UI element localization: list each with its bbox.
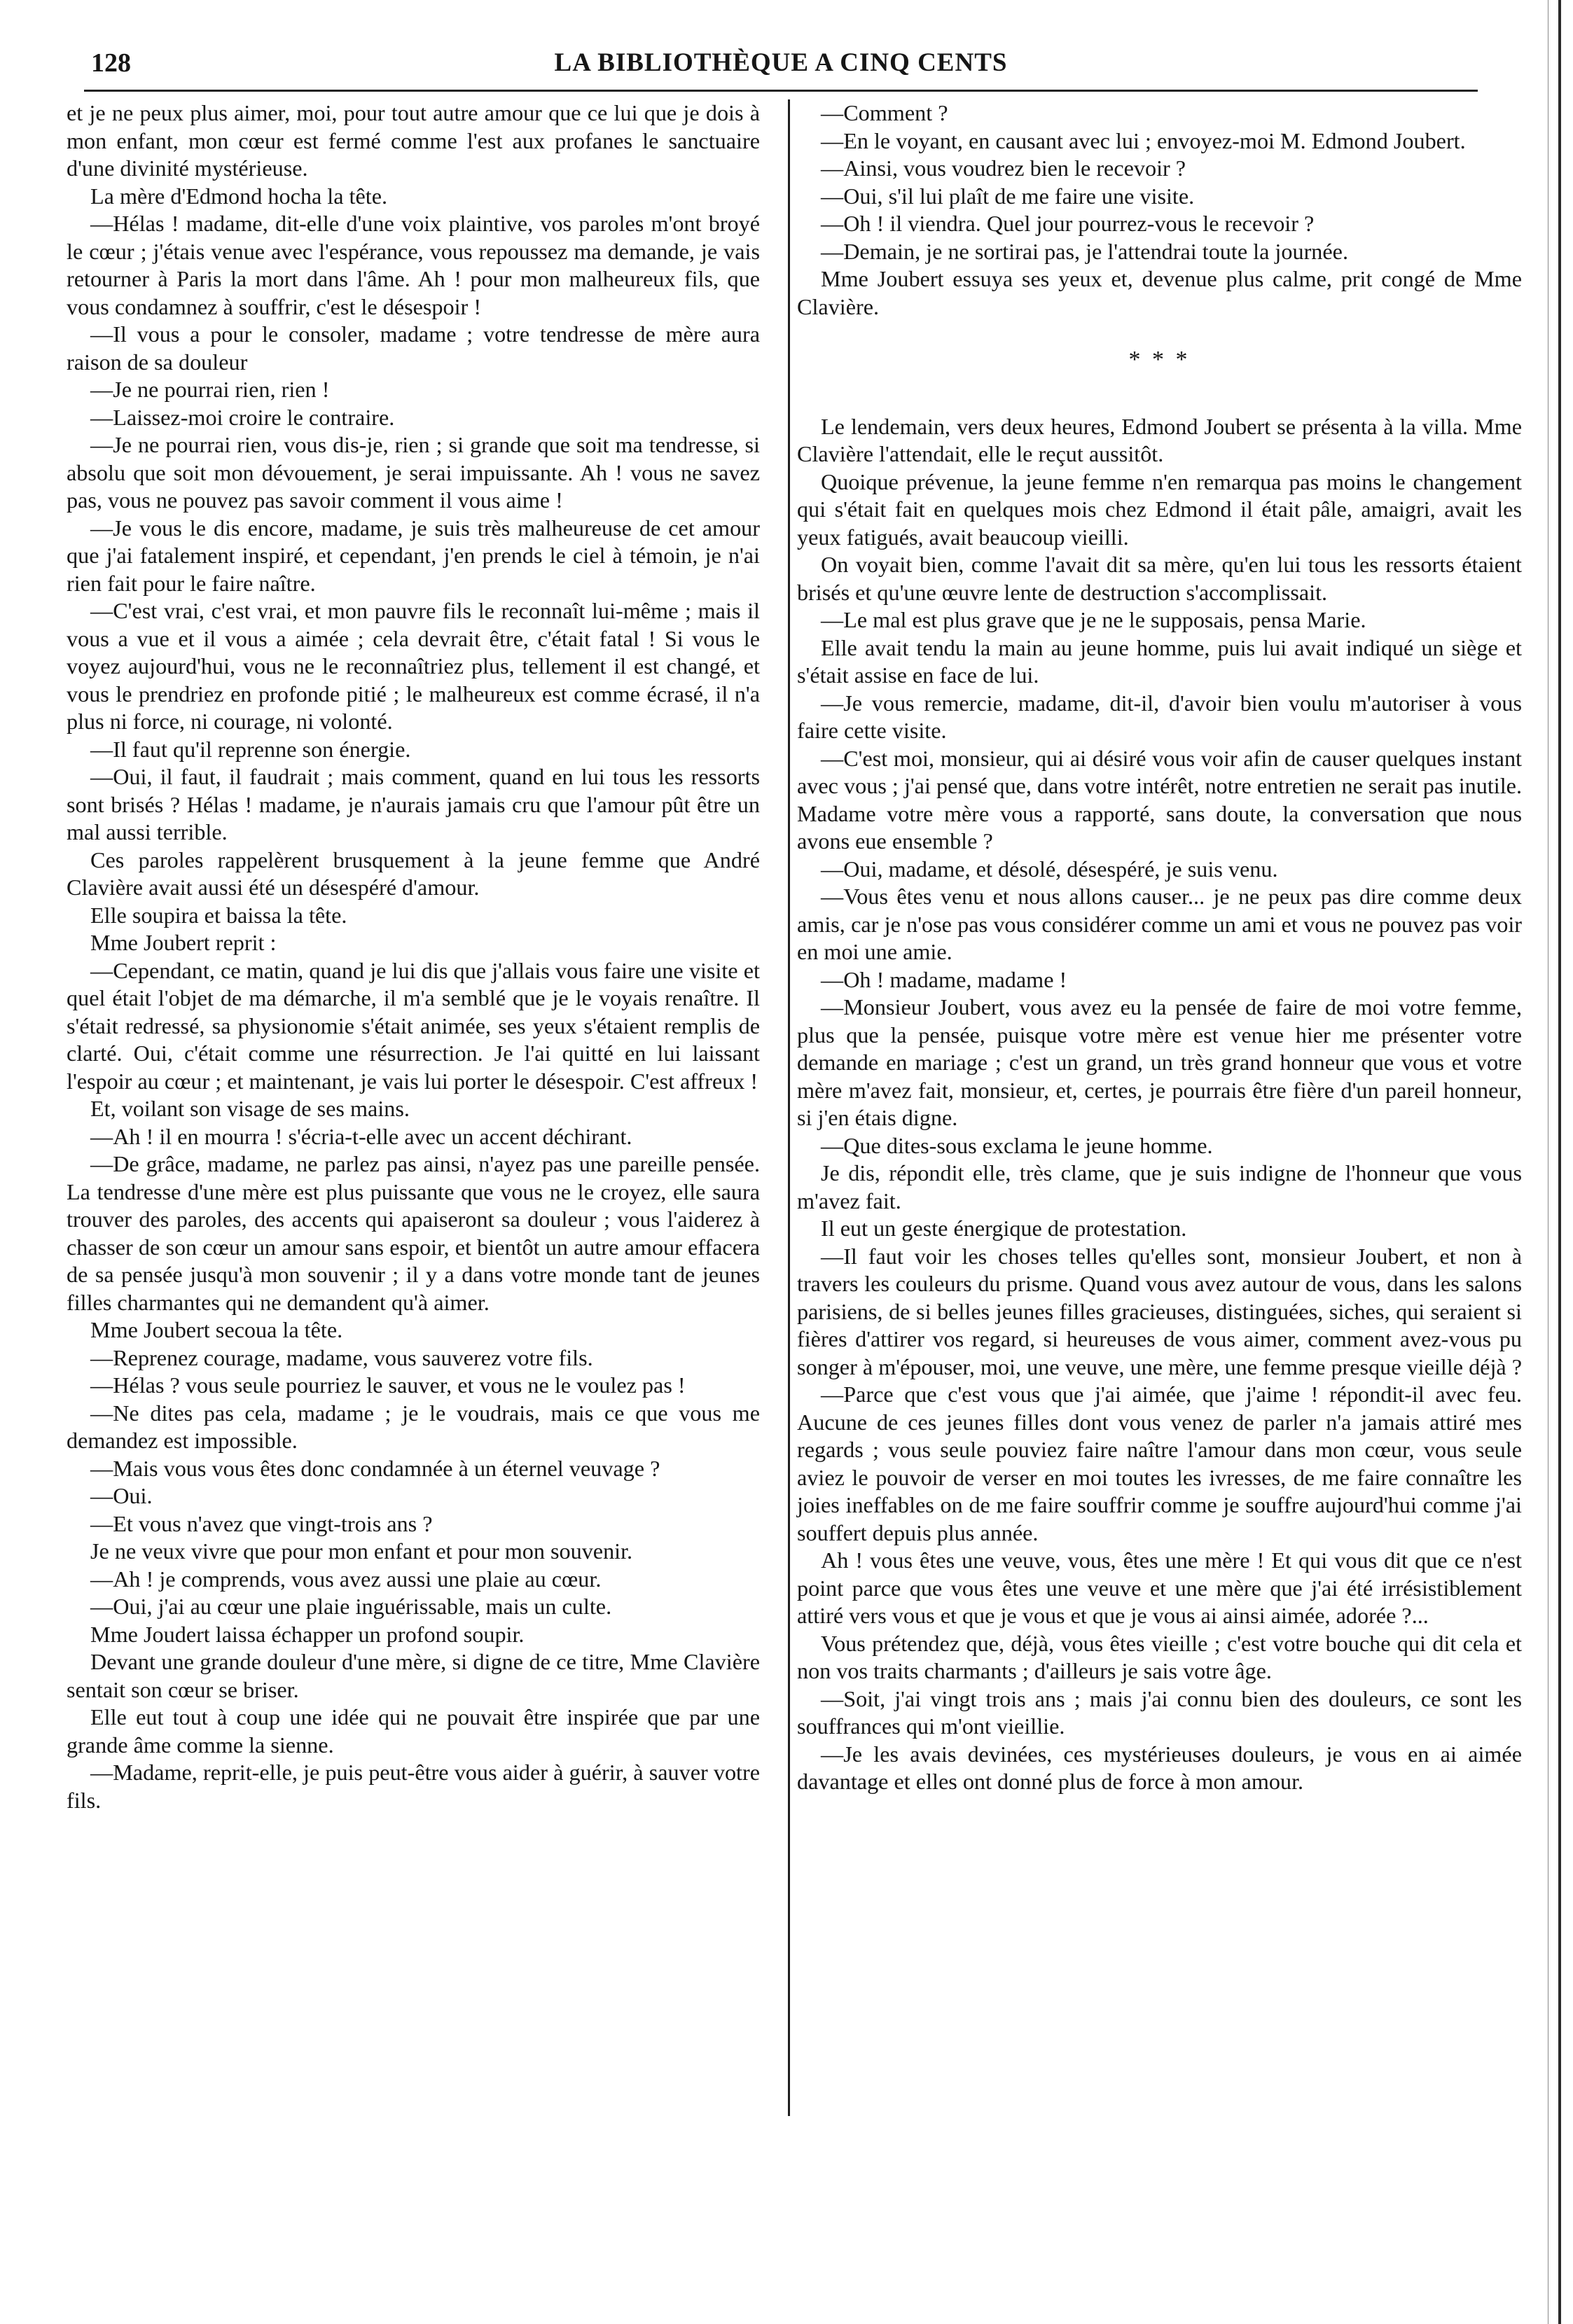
paragraph: —Il faut qu'il reprenne son énergie. xyxy=(90,736,411,762)
paragraph: —Oui, s'il lui plaît de me faire une visite. xyxy=(821,183,1195,209)
right-column xyxy=(797,99,1522,1796)
paragraph: —Hélas ? vous seule pourriez le sauver, et vous ne le voulez pas ! xyxy=(90,1372,686,1398)
paragraph: —Ainsi, vous voudrez bien le recevoir ? xyxy=(821,155,1186,181)
paragraph: —Oui, j'ai au cœur une plaie inguérissable, mais un culte. xyxy=(90,1594,612,1619)
paragraph: —Madame, reprit-elle, je puis peut-être vous aider à guérir, à sauver votre fils. xyxy=(67,1760,760,1813)
paragraph: —Demain, je ne sortirai pas, je l'attendrai toute la journée. xyxy=(821,238,1348,264)
paragraph: Quoique prévenue, la jeune femme n'en remarqua pas moins le changement qui s'était fait en quelques mois chez Edmond il était pâle, amaigri, avait les yeux fatigués, avait beaucoup vieilli. xyxy=(797,468,1522,550)
paragraph: —Monsieur Joubert, vous avez eu la pensée de faire de moi votre femme, plus que la pensée, puisque votre mère est venue hier me présenter votre demande en mariage ; c'est un grand, un très grand honneur que vous et votre mère m'avez fait, monsieur, et, certes, je pourrais être fière d'un pareil honneur, si j'en étais digne. xyxy=(797,994,1522,1130)
paragraph: —Soit, j'ai vingt trois ans ; mais j'ai connu bien des douleurs, ce sont les souffrances qui m'ont vieillie. xyxy=(797,1685,1522,1739)
paragraph: —C'est vrai, c'est vrai, et mon pauvre fils le reconnaît lui-même ; mais il vous a vue et il vous a aimée ; cela devrait être, c'était fatal ! Si vous le voyez aujourd'hui, vous ne le reconnaîtriez plus, tellement il est changé, et vous le prendriez en profonde pitié ; le malheureux est comme écrasé, il n'a plus ni force, ni courage, ni volonté. xyxy=(67,598,760,734)
paragraph: —Il faut voir les choses telles qu'elles sont, monsieur Joubert, et non à travers les couleurs du prisme. Quand vous avez autour de vous, dans les salons parisiens, de si belles jeunes filles gracieuses, distinguées, siches, qui seraient si fières d'attirer vos regard, si heureuses de vous aimer, comment avez-vous pu songer à m'épouser, moi, une veuve, une mère, une femme presque vieille déjà ? xyxy=(797,1243,1523,1379)
paragraph: —Ne dites pas cela, madame ; je le voudrais, mais ce que vous me demandez est impossible. xyxy=(67,1400,760,1453)
paragraph: On voyait bien, comme l'avait dit sa mère, qu'en lui tous les ressorts étaient brisés et qu'une œuvre lente de destruction s'accomplissait. xyxy=(797,552,1522,605)
paragraph: —Laissez-moi croire le contraire. xyxy=(90,404,395,430)
paragraph: —Oui, il faut, il faudrait ; mais comment, quand en lui tous les ressorts sont brisés ? Hélas ! madame, je n'aurais jamais cru que l'amour pût être un mal aussi terrible. xyxy=(67,764,760,844)
column-rule xyxy=(788,99,790,2116)
paragraph: Mme Joubert secoua la tête. xyxy=(90,1317,343,1342)
page-edge-border xyxy=(1558,0,1561,2324)
paragraph: Mme Joubert essuya ses yeux et, devenue plus calme, prit congé de Mme Clavière. xyxy=(797,266,1522,319)
paragraph: Je ne veux vivre que pour mon enfant et pour mon souvenir. xyxy=(90,1538,633,1564)
right-column-top xyxy=(797,99,1522,321)
paragraph: —Cependant, ce matin, quand je lui dis que j'allais vous faire une visite et quel était l'objet de ma démarche, il m'a semblé que je le voyais renaître. Il s'était redressé, sa physionomie s'était animée, ses yeux s'étaient remplis de clarté. Oui, c'était comme une résurrection. Je l'ai quitté en lui laissant l'espoir au cœur ; et maintenant, je vais lui porter le désespoir. C'est affreux ! xyxy=(67,957,760,1094)
paragraph: —Je ne pourrai rien, rien ! xyxy=(90,377,330,402)
paragraph: Je dis, répondit elle, très clame, que je suis indigne de l'honneur que vous m'avez fait. xyxy=(797,1160,1522,1213)
paragraph: —Oh ! madame, madame ! xyxy=(821,966,1067,992)
paragraph: Il eut un geste énergique de protestation. xyxy=(821,1216,1187,1241)
paragraph: —Oh ! il viendra. Quel jour pourrez-vous le recevoir ? xyxy=(821,211,1315,236)
section-separator: * * * xyxy=(1128,347,1191,373)
paragraph: —Mais vous vous êtes donc condamnée à un éternel veuvage ? xyxy=(90,1455,660,1481)
paragraph: Elle soupira et baissa la tête. xyxy=(90,902,347,928)
paragraph: —Hélas ! madame, dit-elle d'une voix plaintive, vos paroles m'ont broyé le cœur ; j'étais venue avec l'espérance, vous repoussez ma demande, je vais retourner à Paris la mort dans l'âme. Ah ! pour mon malheureux fils, que vous condamnez à souffrir, c'est le désespoir ! xyxy=(67,211,760,319)
paragraph: et je ne peux plus aimer, moi, pour tout autre amour que ce lui que je dois à mon enfant, mon cœur est fermé comme l'est aux profanes le sanctuaire d'une divinité mystérieuse. xyxy=(67,100,760,181)
paragraph: —Il vous a pour le consoler, madame ; votre tendresse de mère aura raison de sa douleur xyxy=(67,321,760,375)
page-header xyxy=(84,48,1478,92)
paragraph: —C'est moi, monsieur, qui ai désiré vous voir afin de causer quelques instant avec vous ; j'ai pensé que, dans votre intérêt, notre entretien ne serait pas inutile. Madame votre mère vous a rapporté, sans doute, la conversation que nous avons eue ensemble ? xyxy=(797,745,1522,854)
paragraph: —Je ne pourrai rien, vous dis-je, rien ; si grande que soit ma tendresse, si absolu que soit mon dévouement, je serai impuissante. Ah ! vous ne savez pas, vous ne pouvez pas savoir comment il vous aime ! xyxy=(67,432,760,513)
paragraph: Le lendemain, vers deux heures, Edmond Joubert se présenta à la villa. Mme Clavière l'attendait, elle le reçut aussitôt. xyxy=(797,413,1522,466)
running-title: LA BIBLIOTHÈQUE A CINQ CENTS xyxy=(554,48,1008,77)
left-column xyxy=(67,99,760,1814)
paragraph: Elle eut tout à coup une idée qui ne pouvait être inspirée que par une grande âme comme la sienne. xyxy=(67,1704,760,1758)
paragraph: Ces paroles rappelèrent brusquement à la jeune femme que André Clavière avait aussi été un désespéré d'amour. xyxy=(67,847,760,900)
paragraph: —Le mal est plus grave que je ne le supposais, pensa Marie. xyxy=(821,607,1366,632)
paragraph: —Je les avais devinées, ces mystérieuses douleurs, je vous en ai aimée davantage et elles ont donné plus de force à mon amour. xyxy=(797,1741,1522,1794)
paragraph: —Reprenez courage, madame, vous sauverez votre fils. xyxy=(90,1344,593,1370)
paragraph: —En le voyant, en causant avec lui ; envoyez-moi M. Edmond Joubert. xyxy=(821,127,1466,153)
paragraph: —Oui. xyxy=(90,1483,153,1508)
paragraph: Et, voilant son visage de ses mains. xyxy=(90,1096,410,1121)
paragraph: Mme Joubert reprit : xyxy=(90,930,277,955)
paragraph: Ah ! vous êtes une veuve, vous, êtes une mère ! Et qui vous dit que ce n'est point parce que vous êtes une veuve et une mère que j'ai été irrésistiblement attiré vers vous et que je vous et que je vous ai ainsi aimée, adorée ?... xyxy=(797,1547,1522,1628)
paragraph: Mme Joudert laissa échapper un profond soupir. xyxy=(90,1621,525,1647)
paragraph: —De grâce, madame, ne parlez pas ainsi, n'ayez pas une pareille pensée. La tendresse d'une mère est plus puissante que vous ne le croyez, elle saura trouver des paroles, des accents qui apaiseront sa douleur ; vous l'aiderez à chasser de son cœur un amour sans espoir, et bientôt un autre amour effacera de sa pensée jusqu'à mon souvenir ; il y a dans votre monde tant de jeunes filles charmantes qui ne demandent qu'à aimer. xyxy=(67,1151,760,1315)
paragraph: —Ah ! je comprends, vous avez aussi une plaie au cœur. xyxy=(90,1566,602,1592)
paragraph: —Parce que c'est vous que j'ai aimée, que j'aime ! répondit-il avec feu. Aucune de ces jeunes filles dont vous venez de parler n'a jamais attiré mes regards ; vous seule pouviez faire naître l'amour dans mon cœur, vous seule aviez le pouvoir de verser en moi toutes les ivresses, de me faire connaître les joies ineffables on de me faire souffrir comme je souffre aujourd'hui comme j'ai souffert depuis plus année. xyxy=(797,1382,1522,1545)
paragraph: —Je vous remercie, madame, dit-il, d'avoir bien voulu m'autoriser à vous faire cette visite. xyxy=(797,690,1522,743)
paragraph: —Et vous n'avez que vingt-trois ans ? xyxy=(90,1510,433,1536)
paragraph: —Oui, madame, et désolé, désespéré, je suis venu. xyxy=(821,856,1278,882)
paragraph: —Que dites-sous exclama le jeune homme. xyxy=(821,1132,1213,1158)
paragraph: —Je vous le dis encore, madame, je suis très malheureuse de cet amour que j'ai fatalement inspiré, et cependant, j'en prends le ciel à témoin, je n'ai rien fait pour le faire naître. xyxy=(67,515,760,596)
right-column-bottom xyxy=(797,413,1522,1796)
paragraph: —Comment ? xyxy=(821,100,948,125)
paragraph: Elle avait tendu la main au jeune homme, puis lui avait indiqué un siège et s'était assise en face de lui. xyxy=(797,634,1522,688)
paragraph: —Ah ! il en mourra ! s'écria-t-elle avec un accent déchirant. xyxy=(90,1123,632,1149)
paragraph: Devant une grande douleur d'une mère, si digne de ce titre, Mme Clavière sentait son cœur se briser. xyxy=(67,1649,760,1702)
paragraph: —Vous êtes venu et nous allons causer... je ne peux pas dire comme deux amis, car je n'ose pas vous considérer comme un ami et vous ne pouvez pas voir en moi une amie. xyxy=(797,884,1522,964)
paragraph: La mère d'Edmond hocha la tête. xyxy=(90,183,388,209)
page-number: 128 xyxy=(91,48,131,78)
paragraph: Vous prétendez que, déjà, vous êtes vieille ; c'est votre bouche qui dit cela et non vos traits charmants ; d'ailleurs je sais votre âge. xyxy=(797,1630,1522,1683)
